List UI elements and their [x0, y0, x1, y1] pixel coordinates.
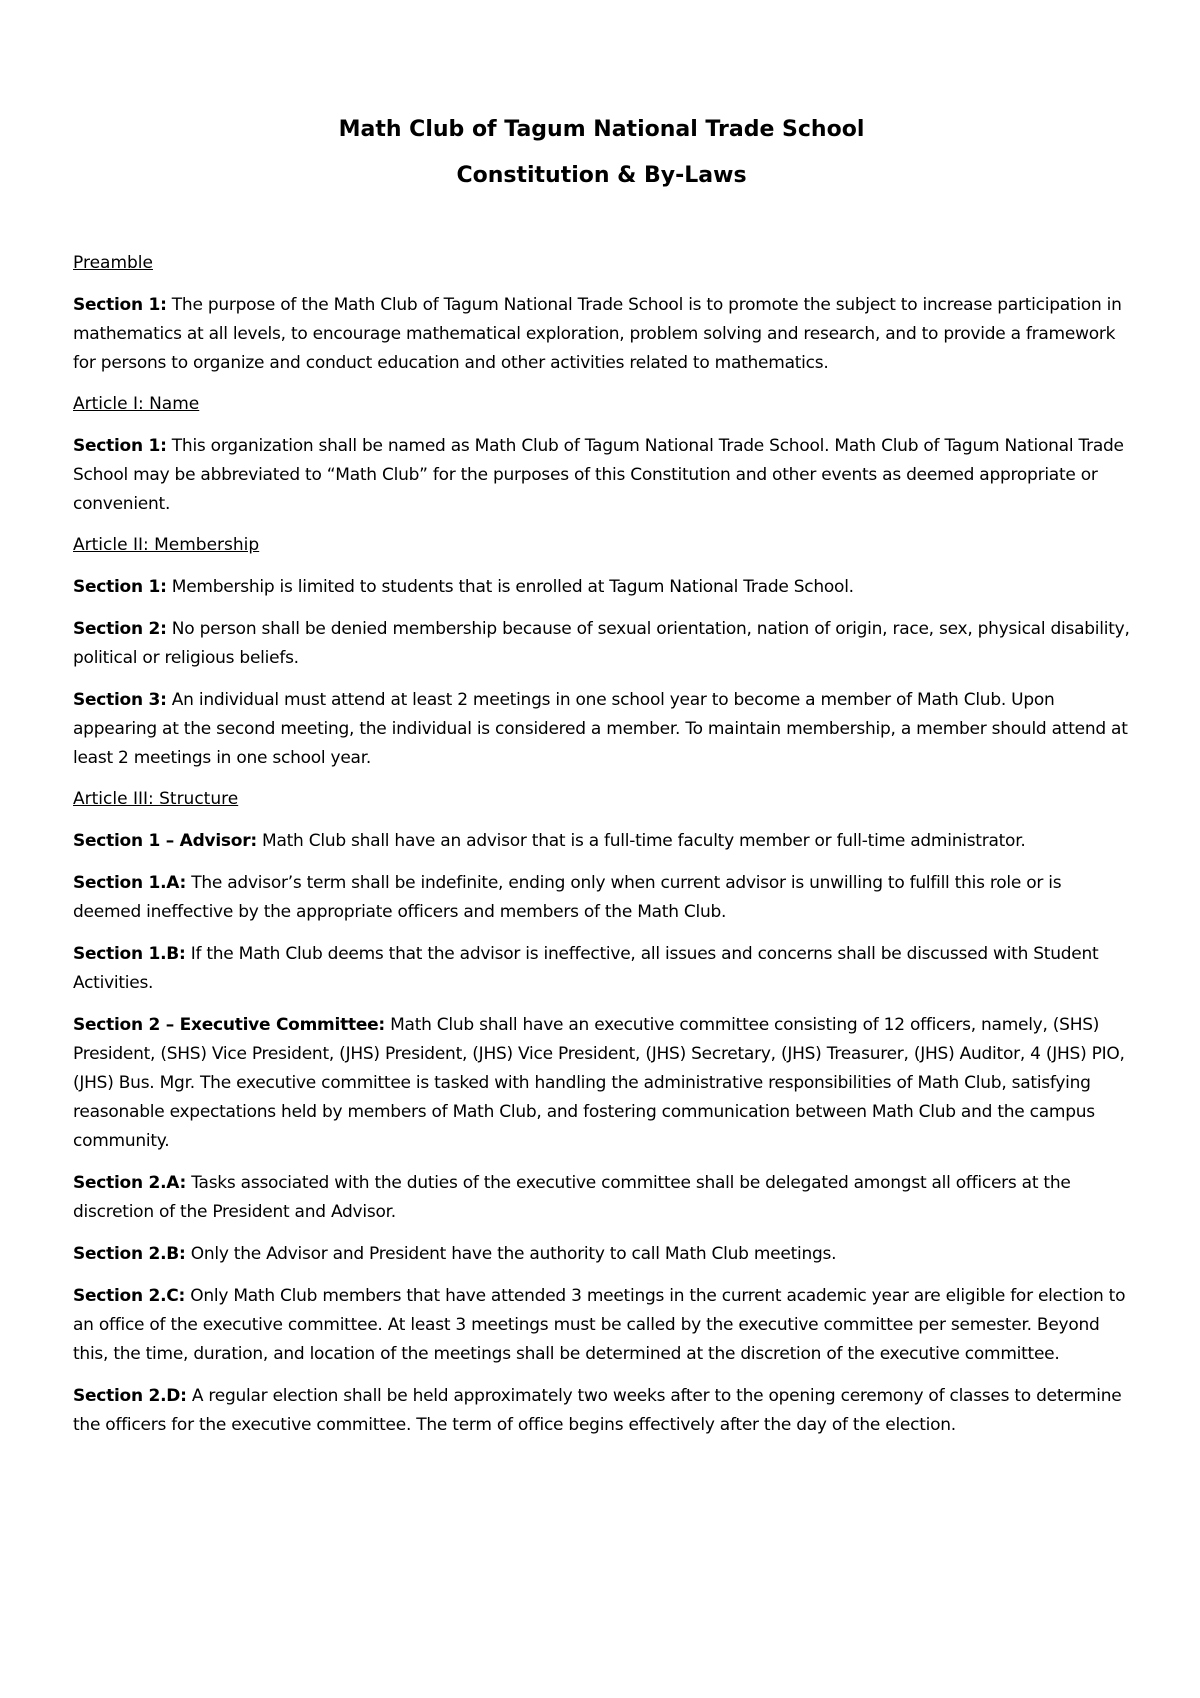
article-2-section-2: [73, 615, 1130, 673]
section-text: No person shall be denied membership because of sexual orientation, nation of origin, race, sex, physical disability, political or religious beliefs.: [73, 619, 1130, 668]
article-3-heading: Article III: Structure: [73, 789, 239, 809]
section-text: The advisor’s term shall be indefinite, ending only when current advisor is unwilling to fulfill this role or is deemed ineffective by the appropriate officers and members of the Math Club.: [73, 873, 1062, 922]
section-text: If the Math Club deems that the advisor is ineffective, all issues and concerns shall be discussed with Student Activities.: [73, 944, 1099, 993]
section-label: Section 2.A:: [73, 1173, 187, 1193]
article-2-heading: Article II: Membership: [73, 535, 260, 555]
section-label: Section 1:: [73, 436, 167, 456]
section-text: A regular election shall be held approximately two weeks after to the opening ceremony of classes to determine the officers for the executive committee. The term of office begins effectively after the day of the election.: [73, 1386, 1122, 1435]
article-2-section-3: [73, 686, 1130, 773]
section-text: Membership is limited to students that is enrolled at Tagum National Trade School.: [166, 577, 854, 597]
section-text: An individual must attend at least 2 meetings in one school year to become a member of Math Club. Upon appearing at the second meeting, the individual is considered a member. To maintain membership, a member should attend at least 2 meetings in one school year.: [73, 690, 1128, 768]
section-text: The purpose of the Math Club of Tagum National Trade School is to promote the subject to increase participation in mathematics at all levels, to encourage mathematical exploration, problem solving and research, and to provide a framework for persons to organize and conduct education and other activities related to mathematics.: [73, 295, 1122, 373]
section-text: Only the Advisor and President have the authority to call Math Club meetings.: [185, 1244, 837, 1264]
section-label: Section 1:: [73, 577, 167, 597]
section-text: This organization shall be named as Math Club of Tagum National Trade School. Math Club of Tagum National Trade School may be abbreviated to “Math Club” for the purposes of this Constitution and other events as deemed appropriate or convenient.: [73, 436, 1124, 514]
section-label: Section 3:: [73, 690, 167, 710]
section-label: Section 1.B:: [73, 944, 186, 964]
section-label: Section 2.D:: [73, 1386, 187, 1406]
article-1-section-1: [73, 432, 1130, 519]
article-3-section-2c: [73, 1282, 1130, 1369]
section-text: Tasks associated with the duties of the executive committee shall be delegated amongst all officers at the discretion of the President and Advisor.: [73, 1173, 1071, 1222]
section-text: Math Club shall have an executive committee consisting of 12 officers, namely, (SHS) President, (SHS) Vice President, (JHS) President, (JHS) Vice President, (JHS) Secretary, (JHS) Treasurer, (JHS) Auditor, 4 (JHS) PIO, (JHS) Bus. Mgr. The executive committee is tasked with handling the administrative responsibilities of Math Club, satisfying reasonable expectations held by members of Math Club, and fostering communication between Math Club and the campus community.: [73, 1015, 1125, 1151]
document-subtitle: Constitution & By-Laws: [456, 163, 747, 188]
section-label: Section 1.A:: [73, 873, 187, 893]
article-3-section-2a: [73, 1169, 1130, 1227]
preamble-heading: Preamble: [73, 253, 153, 273]
article-1-heading: Article I: Name: [73, 394, 200, 414]
article-2-section-1: [73, 573, 1130, 602]
section-label: Section 2.B:: [73, 1244, 186, 1264]
preamble-section-1: [73, 291, 1130, 378]
section-text: Only Math Club members that have attended 3 meetings in the current academic year are eligible for election to an office of the executive committee. At least 3 meetings must be called by the executive committee per semester. Beyond this, the time, duration, and location of the meetings shall be determined at the discretion of the executive committee.: [73, 1286, 1126, 1364]
article-3-section-2: [73, 1011, 1130, 1156]
section-label: Section 2:: [73, 619, 167, 639]
article-3-section-2b: [73, 1240, 1130, 1269]
section-label: Section 2 – Executive Committee:: [73, 1015, 385, 1035]
section-label: Section 2.C:: [73, 1286, 186, 1306]
section-label: Section 1 – Advisor:: [73, 831, 257, 851]
section-text: Math Club shall have an advisor that is a full-time faculty member or full-time administrator.: [256, 831, 1026, 851]
article-3-section-1b: [73, 940, 1130, 998]
section-label: Section 1:: [73, 295, 167, 315]
document-title: Math Club of Tagum National Trade School: [338, 117, 865, 142]
article-3-section-1a: [73, 869, 1130, 927]
article-3-section-1: [73, 827, 1130, 856]
article-3-section-2d: [73, 1382, 1130, 1440]
